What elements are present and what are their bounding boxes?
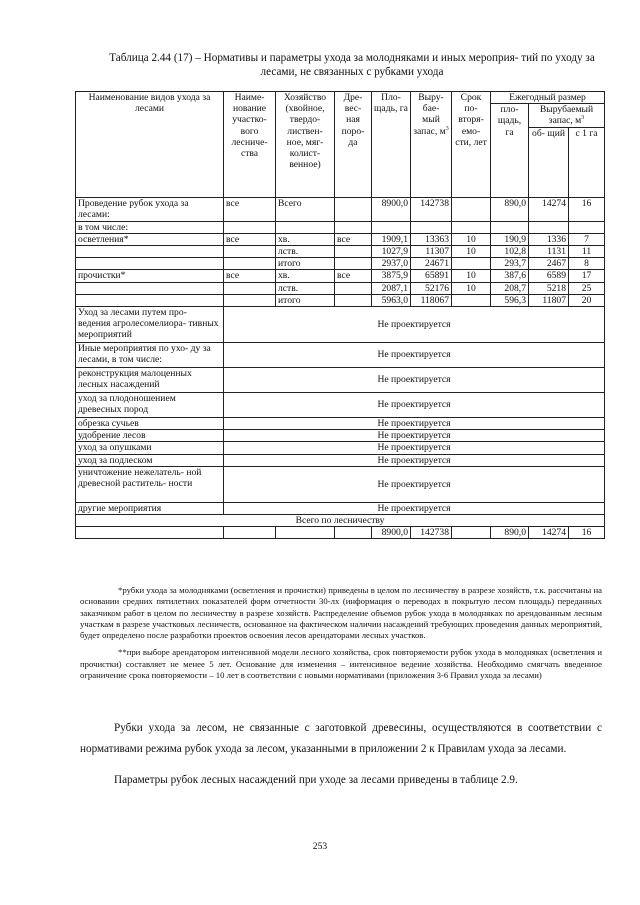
row-srok: 10 bbox=[452, 233, 491, 245]
row-srok: 10 bbox=[452, 282, 491, 294]
table-row bbox=[76, 307, 605, 343]
header-srok: Срок по- вторя- емо- сти, лет bbox=[452, 92, 491, 198]
row-ann-per-ha: 16 bbox=[569, 527, 605, 539]
row-lesn: все bbox=[224, 197, 276, 221]
not-projected: Не проектируется bbox=[224, 307, 605, 343]
row-srok: 10 bbox=[452, 270, 491, 282]
header-annual: Ежегодный размер bbox=[491, 92, 605, 104]
header-vyrub-per-ha: с 1 га bbox=[569, 127, 605, 197]
not-projected: Не проектируется bbox=[224, 418, 605, 430]
table-row bbox=[76, 343, 605, 368]
row-ann-total: 1131 bbox=[529, 246, 569, 258]
row-name: Иные мероприятия по ухо- ду за лесами, в том числе: bbox=[76, 343, 224, 368]
row-name: осветления* bbox=[76, 233, 224, 245]
header-vyrub-total: об- щий bbox=[529, 127, 569, 197]
row-zapas: 24671 bbox=[411, 258, 452, 270]
table-row bbox=[76, 515, 605, 527]
table-row bbox=[76, 393, 605, 418]
table-row bbox=[76, 246, 605, 258]
row-hoz: хв. bbox=[276, 233, 335, 245]
row-ann-per-ha: 8 bbox=[569, 258, 605, 270]
row-hoz: Всего bbox=[276, 197, 335, 221]
table-row bbox=[76, 270, 605, 282]
row-area: 3875,9 bbox=[372, 270, 411, 282]
row-name: Проведение рубок ухода за лесами: bbox=[76, 197, 224, 221]
header-type: Наименование видов ухода за лесами bbox=[76, 92, 224, 198]
not-projected: Не проектируется bbox=[224, 442, 605, 454]
table-row bbox=[76, 527, 605, 539]
row-name: уход за опушками bbox=[76, 442, 224, 454]
header-zapas bbox=[411, 92, 452, 198]
row-name: Уход за лесами путем про- ведения агролесомелиора- тивных мероприятий bbox=[76, 307, 224, 343]
row-hoz: итого bbox=[276, 258, 335, 270]
row-ann-total: 1336 bbox=[529, 233, 569, 245]
norms-table bbox=[75, 91, 605, 539]
row-ann-total: 2467 bbox=[529, 258, 569, 270]
header-area: Пло- щадь, га bbox=[372, 92, 411, 198]
row-name: уход за плодоношением древесных пород bbox=[76, 393, 224, 418]
paragraph: Рубки ухода за лесом, не связанные с заготовкой древесины, осуществляются в соответствии с нормативами режима рубок ухода за лесом, указанными в приложении 2 к Правилам ухода за лесами. bbox=[80, 722, 602, 755]
row-area: 2087,1 bbox=[372, 282, 411, 294]
row-ann-area: 890,0 bbox=[491, 197, 529, 221]
header-vyrub-text: Вырубаемый запас, м bbox=[539, 104, 594, 127]
table-row bbox=[76, 197, 605, 221]
not-projected: Не проектируется bbox=[224, 466, 605, 502]
row-name: уход за подлеском bbox=[76, 454, 224, 466]
table-row bbox=[76, 233, 605, 245]
row-ann-per-ha: 16 bbox=[569, 197, 605, 221]
row-ann-total: 11807 bbox=[529, 294, 569, 306]
table-row bbox=[76, 294, 605, 306]
row-zapas: 13363 bbox=[411, 233, 452, 245]
not-projected: Не проектируется bbox=[224, 430, 605, 442]
table-row bbox=[76, 418, 605, 430]
row-ann-area: 890,0 bbox=[491, 527, 529, 539]
header-annual-area: пло- щадь, га bbox=[491, 104, 529, 197]
row-name: в том числе: bbox=[76, 221, 224, 233]
header-lesnichestvo: Наиме- нование участко- вого лесниче- ства bbox=[224, 92, 276, 198]
row-srok bbox=[452, 197, 491, 221]
header-zapas-sup: 3 bbox=[445, 125, 449, 132]
row-area: 5963,0 bbox=[372, 294, 411, 306]
row-zapas: 142738 bbox=[411, 197, 452, 221]
row-area: 1027,9 bbox=[372, 246, 411, 258]
footnote: *рубки ухода за молодняками (осветления и прочистки) приведены в целом по лесничеству в разрезе хозяйств, т.к. рассчитаны на основании средних пятилетних показателей форм отчетности 30-лх (информация о переводах в покрытую лесом площадь) переданных заказчиком работ в целом по лесничеству в разрезе хозяйств. Распределение объемов рубок ухода в молодняках по арендованным лесным участкам в разрезе участковых лесничеств, основанное на фактическом наличии насаждений требующих проведения данных мероприятий, будет определено после разработки проектов освоения лесов арендаторами лесных участков. bbox=[80, 585, 602, 641]
row-area: 2937,0 bbox=[372, 258, 411, 270]
row-zapas: 11307 bbox=[411, 246, 452, 258]
row-poroda bbox=[335, 197, 372, 221]
row-name: обрезка сучьев bbox=[76, 418, 224, 430]
row-area: 8900,0 bbox=[372, 527, 411, 539]
header-vyrub-sup: 3 bbox=[581, 115, 585, 122]
body-text bbox=[80, 718, 602, 801]
table-row bbox=[76, 282, 605, 294]
not-projected: Не проектируется bbox=[224, 343, 605, 368]
table-row bbox=[76, 221, 605, 233]
table-row bbox=[76, 430, 605, 442]
row-ann-area: 208,7 bbox=[491, 282, 529, 294]
row-ann-per-ha: 20 bbox=[569, 294, 605, 306]
table-row bbox=[76, 466, 605, 502]
table-title: Таблица 2.44 (17) – Нормативы и параметры ухода за молодняками и иных мероприя- тий по уходу за лесами, не связанных с рубками ухода bbox=[109, 52, 595, 78]
header-zapas-text: Выру- бае- мый запас, м bbox=[413, 92, 446, 137]
row-area: 8900,0 bbox=[372, 197, 411, 221]
table-row bbox=[76, 454, 605, 466]
not-projected: Не проектируется bbox=[224, 454, 605, 466]
header-vyrub bbox=[529, 104, 605, 127]
row-lesn: все bbox=[224, 233, 276, 245]
header-poroda: Дре- вес- ная поро- да bbox=[335, 92, 372, 198]
row-hoz: лств. bbox=[276, 246, 335, 258]
row-zapas: 142738 bbox=[411, 527, 452, 539]
row-ann-total: 14274 bbox=[529, 527, 569, 539]
row-poroda: все bbox=[335, 270, 372, 282]
not-projected: Не проектируется bbox=[224, 368, 605, 393]
row-ann-per-ha: 11 bbox=[569, 246, 605, 258]
row-name: прочистки* bbox=[76, 270, 224, 282]
row-poroda: все bbox=[335, 233, 372, 245]
row-name: другие мероприятия bbox=[76, 502, 224, 514]
table-row bbox=[76, 258, 605, 270]
table-row bbox=[76, 502, 605, 514]
row-ann-per-ha: 17 bbox=[569, 270, 605, 282]
row-zapas: 118067 bbox=[411, 294, 452, 306]
row-hoz: итого bbox=[276, 294, 335, 306]
row-ann-total: 6589 bbox=[529, 270, 569, 282]
row-zapas: 52176 bbox=[411, 282, 452, 294]
page-number: 253 bbox=[312, 841, 328, 852]
row-ann-area: 293,7 bbox=[491, 258, 529, 270]
row-name: реконструкция малоценных лесных насаждений bbox=[76, 368, 224, 393]
row-ann-area: 102,8 bbox=[491, 246, 529, 258]
table-row bbox=[76, 442, 605, 454]
row-ann-area: 190,9 bbox=[491, 233, 529, 245]
paragraph: Параметры рубок лесных насаждений при уходе за лесами приведены в таблице 2.9. bbox=[114, 774, 518, 786]
row-area: 1909,1 bbox=[372, 233, 411, 245]
row-ann-per-ha: 25 bbox=[569, 282, 605, 294]
row-hoz: хв. bbox=[276, 270, 335, 282]
row-ann-total: 14274 bbox=[529, 197, 569, 221]
row-hoz: лств. bbox=[276, 282, 335, 294]
row-ann-per-ha: 7 bbox=[569, 233, 605, 245]
footnotes bbox=[80, 585, 602, 687]
row-ann-area: 596,3 bbox=[491, 294, 529, 306]
row-name: удобрение лесов bbox=[76, 430, 224, 442]
not-projected: Не проектируется bbox=[224, 393, 605, 418]
row-name: уничтожение нежелатель- ной древесной раститель- ности bbox=[76, 466, 224, 502]
header-hozyaystvo: Хозяйство (хвойное, твердо- листвен- ное, мяг- колист- венное) bbox=[276, 92, 335, 198]
footnote: **при выборе арендатором интенсивной модели лесного хозяйства, срок повторяемости рубок ухода в молодняках (осветления и прочистки) составляет не менее 5 лет. Основание для изменения – интенсивное ведение хозяйства. Необходимо смягчать введенное ограничение срока повторяемости – 10 лет в соответствии с новыми нормативами (приложения 3-6 Правил ухода за лесами) bbox=[80, 647, 602, 681]
not-projected: Не проектируется bbox=[224, 502, 605, 514]
row-srok: 10 bbox=[452, 246, 491, 258]
table-row bbox=[76, 368, 605, 393]
row-ann-area: 387,6 bbox=[491, 270, 529, 282]
grand-total-label: Всего по лесничеству bbox=[76, 515, 605, 527]
row-lesn: все bbox=[224, 270, 276, 282]
row-zapas: 65891 bbox=[411, 270, 452, 282]
row-ann-total: 5218 bbox=[529, 282, 569, 294]
